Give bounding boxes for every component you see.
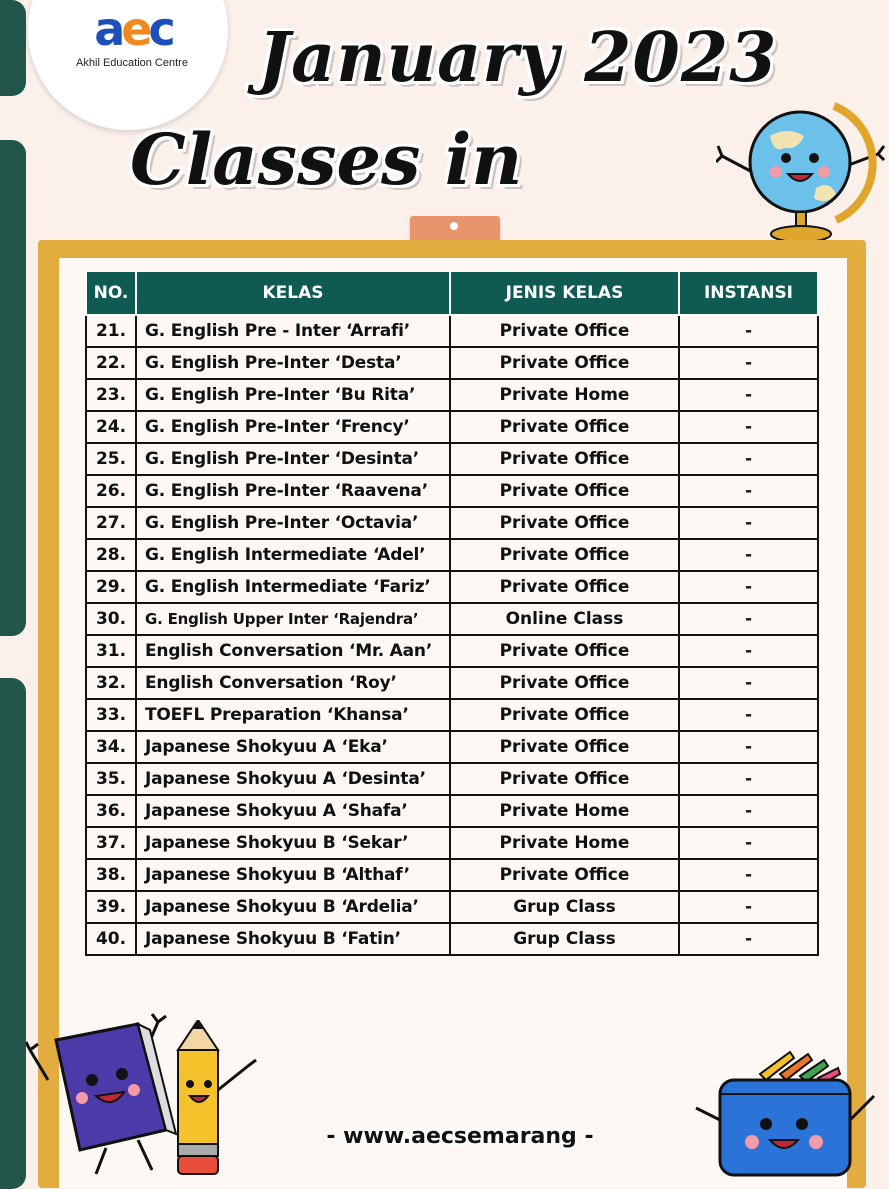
- table-row: [86, 571, 818, 603]
- table-row: [86, 827, 818, 859]
- table-row: [86, 699, 818, 731]
- cell-kelas: TOEFL Preparation ‘Khansa’: [136, 699, 450, 731]
- cell-instansi: -: [679, 603, 818, 635]
- cell-jenis-kelas: Private Office: [450, 667, 679, 699]
- cell-no: 38.: [86, 859, 136, 891]
- cell-no: 22.: [86, 347, 136, 379]
- title-classes: Classes in: [130, 118, 523, 201]
- clipboard-clip-icon: [410, 216, 500, 242]
- cell-instansi: -: [679, 315, 818, 347]
- cell-no: 28.: [86, 539, 136, 571]
- table-row: [86, 923, 818, 955]
- side-tab-bottom: [0, 678, 26, 1189]
- cell-jenis-kelas: Private Office: [450, 475, 679, 507]
- cell-jenis-kelas: Private Home: [450, 379, 679, 411]
- logo-subtitle: Akhil Education Centre: [76, 57, 188, 69]
- cell-no: 21.: [86, 315, 136, 347]
- cell-jenis-kelas: Private Office: [450, 411, 679, 443]
- table-row: [86, 507, 818, 539]
- side-tab-middle: [0, 140, 26, 636]
- cell-no: 24.: [86, 411, 136, 443]
- cell-no: 34.: [86, 731, 136, 763]
- cell-no: 35.: [86, 763, 136, 795]
- website-footer: - www.aecsemarang -: [326, 1124, 594, 1149]
- cell-no: 25.: [86, 443, 136, 475]
- cell-no: 27.: [86, 507, 136, 539]
- cell-kelas: Japanese Shokyuu B ‘Fatin’: [136, 923, 450, 955]
- cell-no: 36.: [86, 795, 136, 827]
- cell-kelas: G. English Pre - Inter ‘Arrafi’: [136, 315, 450, 347]
- cell-instansi: -: [679, 379, 818, 411]
- pencil-mascot-icon: [168, 1020, 268, 1185]
- cell-instansi: -: [679, 571, 818, 603]
- cell-instansi: -: [679, 635, 818, 667]
- title-month: January 2023: [258, 18, 778, 98]
- cell-jenis-kelas: Private Office: [450, 859, 679, 891]
- table-row: [86, 539, 818, 571]
- cell-kelas: Japanese Shokyuu B ‘Sekar’: [136, 827, 450, 859]
- cell-jenis-kelas: Grup Class: [450, 923, 679, 955]
- cell-instansi: -: [679, 795, 818, 827]
- cell-no: 23.: [86, 379, 136, 411]
- header-instansi: INSTANSI: [679, 272, 818, 315]
- table-row: [86, 475, 818, 507]
- cell-jenis-kelas: Private Office: [450, 699, 679, 731]
- cell-jenis-kelas: Private Office: [450, 347, 679, 379]
- cell-kelas: English Conversation ‘Roy’: [136, 667, 450, 699]
- cell-no: 40.: [86, 923, 136, 955]
- cell-kelas: Japanese Shokyuu B ‘Althaf’: [136, 859, 450, 891]
- cell-jenis-kelas: Private Office: [450, 731, 679, 763]
- cell-jenis-kelas: Online Class: [450, 603, 679, 635]
- cell-instansi: -: [679, 443, 818, 475]
- cell-instansi: -: [679, 763, 818, 795]
- cell-instansi: -: [679, 891, 818, 923]
- table-row: [86, 731, 818, 763]
- cell-kelas: G. English Pre-Inter ‘Desinta’: [136, 443, 450, 475]
- logo-mark: aec: [94, 2, 172, 56]
- cell-instansi: -: [679, 347, 818, 379]
- cell-instansi: -: [679, 411, 818, 443]
- cell-instansi: -: [679, 699, 818, 731]
- cell-instansi: -: [679, 827, 818, 859]
- table-row: [86, 635, 818, 667]
- table-row: [86, 443, 818, 475]
- table-row: [86, 411, 818, 443]
- cell-no: 29.: [86, 571, 136, 603]
- side-tab-top: [0, 0, 26, 96]
- cell-kelas: G. English Pre-Inter ‘Bu Rita’: [136, 379, 450, 411]
- table-header-row: [86, 272, 818, 315]
- cell-no: 33.: [86, 699, 136, 731]
- cell-kelas: G. English Pre-Inter ‘Raavena’: [136, 475, 450, 507]
- cell-jenis-kelas: Private Office: [450, 443, 679, 475]
- globe-mascot-icon: [716, 96, 886, 246]
- pencil-case-mascot-icon: [690, 1050, 880, 1185]
- cell-kelas: English Conversation ‘Mr. Aan’: [136, 635, 450, 667]
- table-row: [86, 763, 818, 795]
- cell-instansi: -: [679, 667, 818, 699]
- cell-jenis-kelas: Private Home: [450, 795, 679, 827]
- cell-kelas: G. English Intermediate ‘Adel’: [136, 539, 450, 571]
- cell-jenis-kelas: Grup Class: [450, 891, 679, 923]
- cell-kelas: G. English Pre-Inter ‘Desta’: [136, 347, 450, 379]
- cell-instansi: -: [679, 859, 818, 891]
- cell-no: 30.: [86, 603, 136, 635]
- header-kelas: KELAS: [136, 272, 450, 315]
- cell-jenis-kelas: Private Home: [450, 827, 679, 859]
- cell-jenis-kelas: Private Office: [450, 539, 679, 571]
- cell-kelas: G. English Upper Inter ‘Rajendra’: [136, 603, 450, 635]
- header-jenis-kelas: JENIS KELAS: [450, 272, 679, 315]
- header-no: NO.: [86, 272, 136, 315]
- cell-instansi: -: [679, 731, 818, 763]
- cell-instansi: -: [679, 475, 818, 507]
- cell-no: 37.: [86, 827, 136, 859]
- table-row: [86, 891, 818, 923]
- cell-jenis-kelas: Private Office: [450, 635, 679, 667]
- cell-no: 31.: [86, 635, 136, 667]
- table-row: [86, 347, 818, 379]
- cell-kelas: G. English Pre-Inter ‘Frency’: [136, 411, 450, 443]
- table-row: [86, 859, 818, 891]
- cell-instansi: -: [679, 539, 818, 571]
- cell-kelas: Japanese Shokyuu A ‘Eka’: [136, 731, 450, 763]
- cell-kelas: Japanese Shokyuu A ‘Desinta’: [136, 763, 450, 795]
- classes-table: [85, 272, 819, 956]
- table-row: [86, 315, 818, 347]
- cell-instansi: -: [679, 507, 818, 539]
- table-row: [86, 379, 818, 411]
- cell-kelas: G. English Pre-Inter ‘Octavia’: [136, 507, 450, 539]
- cell-kelas: Japanese Shokyuu B ‘Ardelia’: [136, 891, 450, 923]
- table-row: [86, 603, 818, 635]
- cell-no: 32.: [86, 667, 136, 699]
- cell-jenis-kelas: Private Office: [450, 507, 679, 539]
- cell-jenis-kelas: Private Office: [450, 763, 679, 795]
- cell-kelas: G. English Intermediate ‘Fariz’: [136, 571, 450, 603]
- table-row: [86, 795, 818, 827]
- cell-kelas: Japanese Shokyuu A ‘Shafa’: [136, 795, 450, 827]
- cell-jenis-kelas: Private Office: [450, 571, 679, 603]
- cell-instansi: -: [679, 923, 818, 955]
- table-row: [86, 667, 818, 699]
- cell-no: 26.: [86, 475, 136, 507]
- cell-no: 39.: [86, 891, 136, 923]
- cell-jenis-kelas: Private Office: [450, 315, 679, 347]
